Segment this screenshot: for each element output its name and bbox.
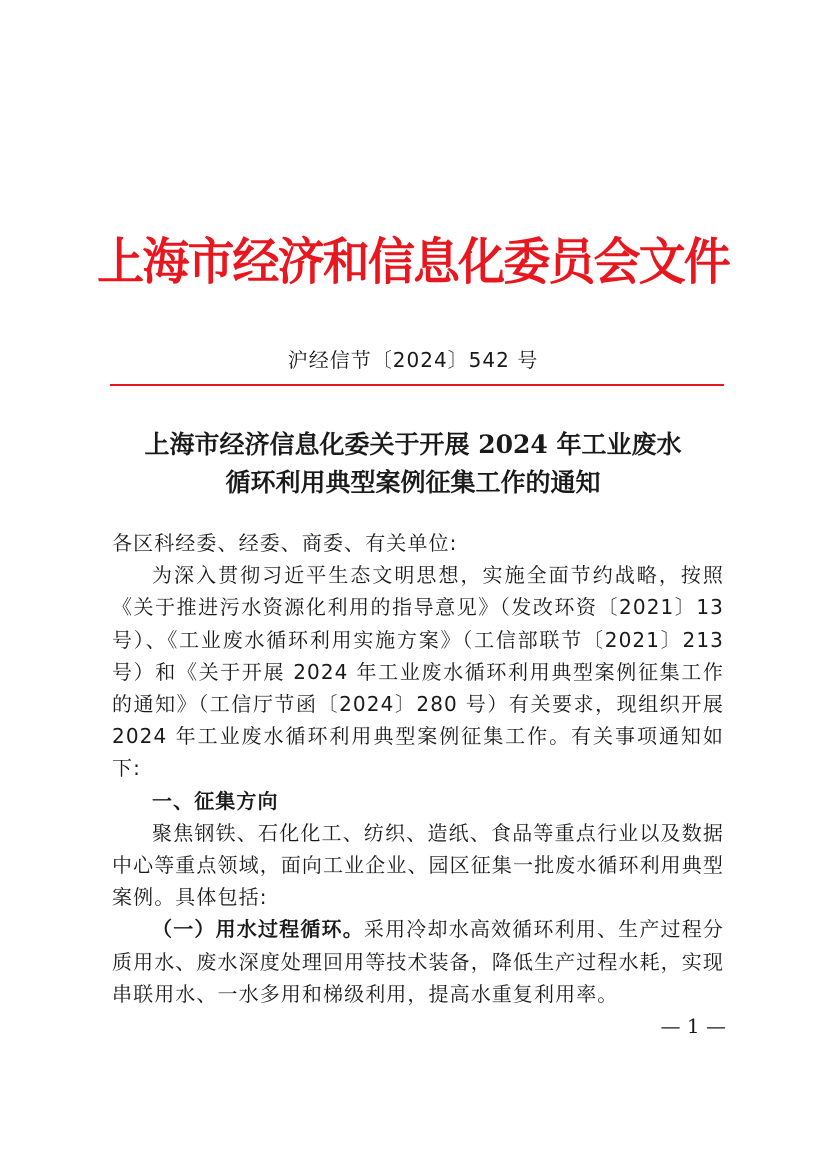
item-paragraph bbox=[112, 913, 724, 1010]
section-paragraph: 聚焦钢铁、石化化工、纺织、造纸、食品等重点行业以及数据中心等重点领域，面向工业企业、园区征集一批废水循环利用典型案例。具体包括: bbox=[112, 820, 724, 910]
notice-title-line2: 循环利用典型案例征集工作的通知 bbox=[225, 468, 601, 497]
notice-title-line1: 上海市经济信息化委关于开展 2024 年工业废水 bbox=[144, 430, 682, 459]
item-text: 采用冷却水高效循环利用、生产过程分质用水、废水深度处理回用等技术装备，降低生产过程水耗，实现串联用水、一水多用和梯级利用，提高水重复利用率。 bbox=[112, 917, 725, 1006]
issuer-header-title: 上海市经济和信息化委员会文件 bbox=[97, 232, 729, 291]
section-heading: 一、征集方向 bbox=[152, 788, 279, 813]
page-number: — 1 — bbox=[660, 1014, 726, 1038]
notice-title bbox=[0, 426, 826, 502]
item-label: （一）用水过程循环。 bbox=[152, 917, 364, 942]
document-number: 沪经信节〔2024〕542 号 bbox=[287, 348, 539, 372]
notice-body bbox=[112, 527, 724, 1010]
salutation: 各区科经委、经委、商委、有关单位: bbox=[112, 531, 458, 555]
intro-paragraph: 为深入贯彻习近平生态文明思想，实施全面节约战略，按照《关于推进污水资源化利用的指导意见》（发改环资〔2021〕13 号）、《工业废水循环利用实施方案》（工信部联节〔2021〕213 号）和《关于开展 2024 年工业废水循环利用典型案例征集工作的通知》（工信厅节函〔2024〕280 号）有关要求，现组织开展 2024 年工业废水循环利用典型案例征集工作。有关事项通知如下: bbox=[112, 563, 724, 781]
red-divider-line bbox=[110, 384, 724, 386]
